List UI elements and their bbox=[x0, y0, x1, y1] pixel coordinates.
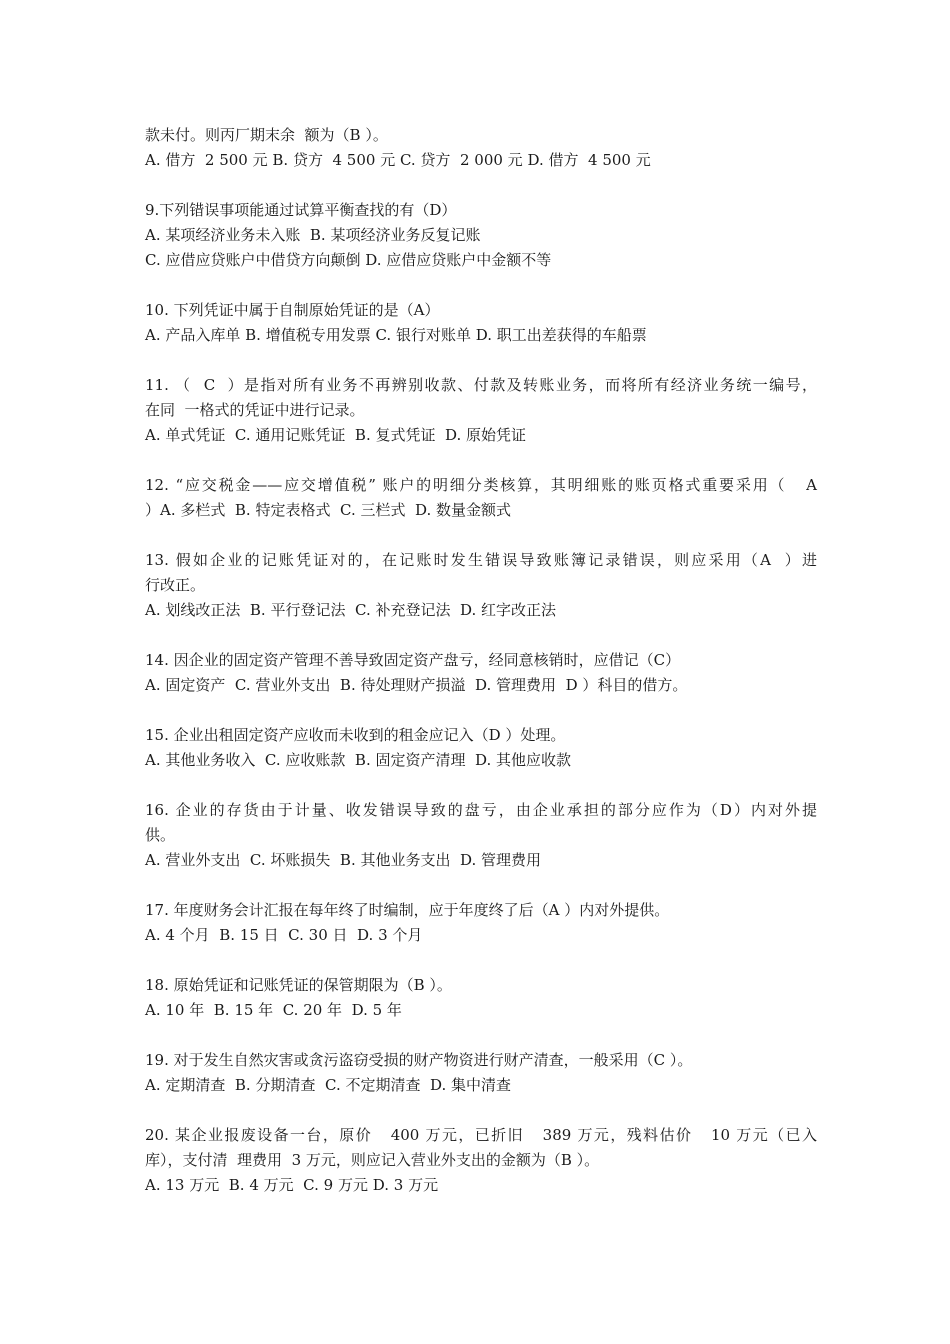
question-text: 11. （ C ）是指对所有业务不再辨别收款、付款及转账业务，而将所有经济业务统一编号， bbox=[145, 376, 817, 394]
question-text: 16. 企业的存货由于计量、收发错误导致的盘亏，由企业承担的部分应作为（D）内对外提 bbox=[145, 801, 817, 819]
question-text: 款未付。则丙厂期末余 额为（B ）。 bbox=[145, 126, 388, 144]
question-line: ）A. 多栏式 B. 特定表格式 C. 三栏式 D. 数量金额式 bbox=[145, 501, 512, 519]
question-line: A. 其他业务收入 C. 应收账款 B. 固定资产清理 D. 其他应收款 bbox=[145, 751, 572, 769]
question-line: 库），支付清 理费用 3 万元，则应记入营业外支出的金额为（B ）。 bbox=[145, 1151, 600, 1169]
question-block bbox=[145, 548, 817, 623]
question-block bbox=[145, 723, 817, 773]
question-line: A. 单式凭证 C. 通用记账凭证 B. 复式凭证 D. 原始凭证 bbox=[145, 426, 527, 444]
question-text: 18. 原始凭证和记账凭证的保管期限为（B ）。 bbox=[145, 976, 452, 994]
question-line: 在同 一格式的凭证中进行记录。 bbox=[145, 401, 365, 419]
question-block bbox=[145, 898, 817, 948]
question-block bbox=[145, 1123, 817, 1198]
question-block bbox=[145, 648, 817, 698]
question-text: 13. 假如企业的记账凭证对的，在记账时发生错误导致账簿记录错误，则应采用（A ）进 bbox=[145, 551, 817, 569]
question-text: 12. “应交税金——应交增值税” 账户的明细分类核算，其明细账的账页格式重要采用（ A bbox=[145, 476, 817, 494]
question-text: 19. 对于发生自然灾害或贪污盗窃受损的财产物资进行财产清查，一般采用（C ）。 bbox=[145, 1051, 693, 1069]
question-block bbox=[145, 198, 817, 273]
question-line: A. 借方 2 500 元 B. 贷方 4 500 元 C. 贷方 2 000 元 D. 借方 4 500 元 bbox=[145, 151, 651, 169]
question-text: 15. 企业出租固定资产应收而未收到的租金应记入（D ）处理。 bbox=[145, 726, 566, 744]
question-text: 14. 因企业的固定资产管理不善导致固定资产盘亏，经同意核销时，应借记（C） bbox=[145, 651, 681, 669]
question-line: A. 划线改正法 B. 平行登记法 C. 补充登记法 D. 红字改正法 bbox=[145, 601, 557, 619]
question-line: A. 某项经济业务未入账 B. 某项经济业务反复记账 bbox=[145, 226, 481, 244]
question-block bbox=[145, 973, 817, 1023]
question-block bbox=[145, 473, 817, 523]
question-line: 行改正。 bbox=[145, 576, 206, 594]
question-block bbox=[145, 123, 817, 173]
question-text: 10. 下列凭证中属于自制原始凭证的是（A） bbox=[145, 301, 440, 319]
question-line: A. 固定资产 C. 营业外支出 B. 待处理财产损溢 D. 管理费用 D ）科目的借方。 bbox=[145, 676, 688, 694]
question-block bbox=[145, 298, 817, 348]
question-block bbox=[145, 1048, 817, 1098]
question-line: A. 营业外支出 C. 坏账损失 B. 其他业务支出 D. 管理费用 bbox=[145, 851, 542, 869]
question-text: 17. 年度财务会计汇报在每年终了时编制，应于年度终了后（A ）内对外提供。 bbox=[145, 901, 670, 919]
question-line: A. 产品入库单 B. 增值税专用发票 C. 银行对账单 D. 职工出差获得的车船票 bbox=[145, 326, 647, 344]
question-line: C. 应借应贷账户中借贷方向颠倒 D. 应借应贷账户中金额不等 bbox=[145, 251, 552, 269]
question-text: 20. 某企业报废设备一台，原价 400 万元，已折旧 389 万元，残料估价 10 万元（已入 bbox=[145, 1126, 817, 1144]
question-block bbox=[145, 798, 817, 873]
document-page bbox=[145, 123, 817, 1223]
question-line: A. 定期清查 B. 分期清查 C. 不定期清查 D. 集中清查 bbox=[145, 1076, 512, 1094]
question-block bbox=[145, 373, 817, 448]
question-line: A. 4 个月 B. 15 日 C. 30 日 D. 3 个月 bbox=[145, 926, 423, 944]
question-line: A. 10 年 B. 15 年 C. 20 年 D. 5 年 bbox=[145, 1001, 402, 1019]
question-line: A. 13 万元 B. 4 万元 C. 9 万元 D. 3 万元 bbox=[145, 1176, 439, 1194]
question-line: 供。 bbox=[145, 826, 176, 844]
question-text: 9.下列错误事项能通过试算平衡查找的有（D） bbox=[145, 201, 457, 219]
